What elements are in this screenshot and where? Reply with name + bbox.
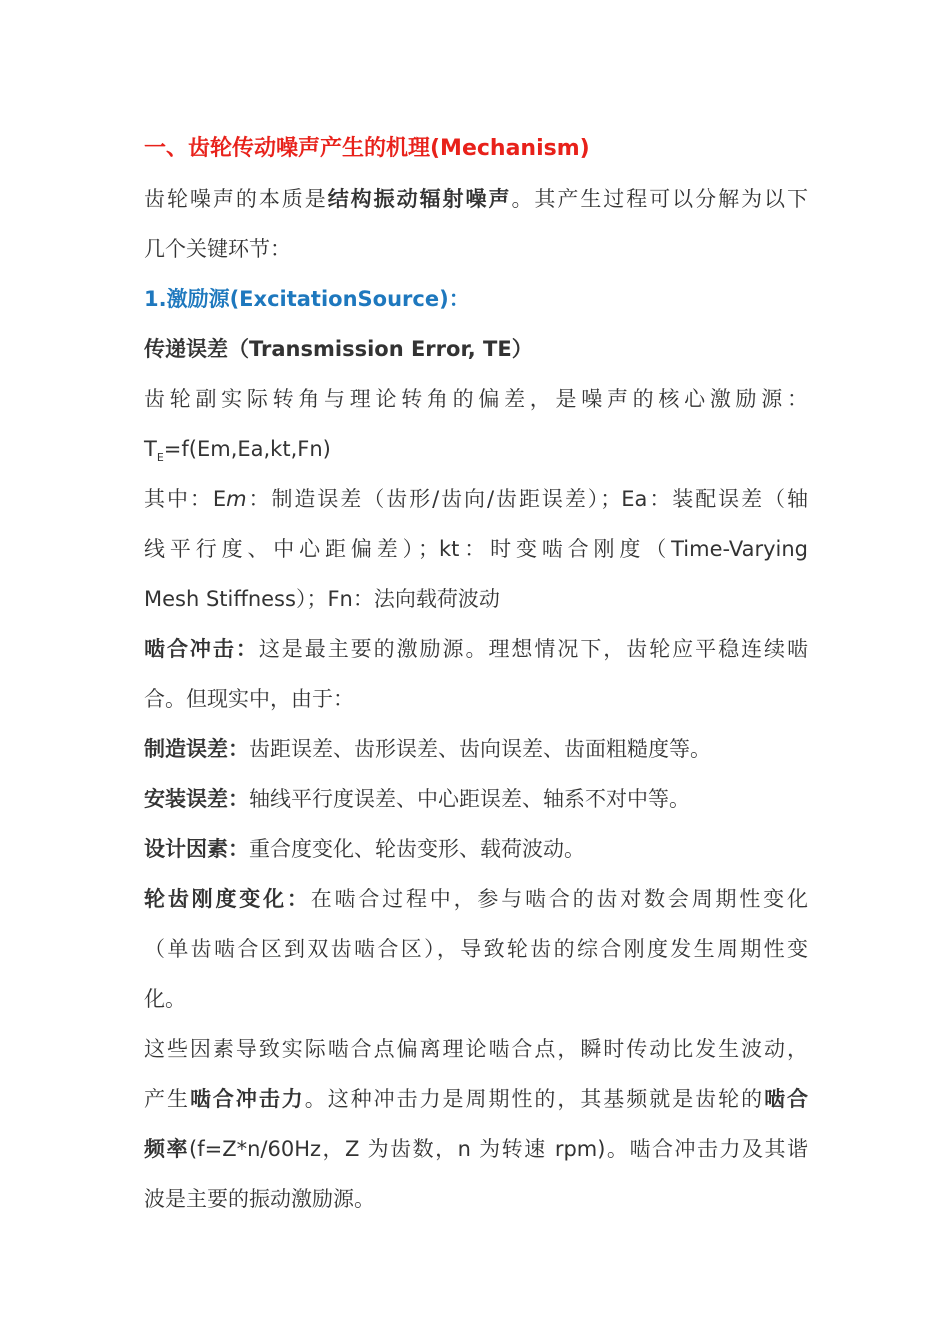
summary-line-1: 这些因素导致实际啮合点偏离理论啮合点，瞬时传动比发生波动， xyxy=(144,1037,808,1061)
formula-expression: =f(Em,Ea,kt,Fn) xyxy=(163,437,331,461)
formula-symbol: T xyxy=(144,437,157,461)
where-text-rest: ：制造误差（齿形/齿向/齿距误差）；Ea：装配误差（轴 xyxy=(246,487,808,511)
te-description: 齿轮副实际转角与理论转角的偏差，是噪声的核心激励源： xyxy=(144,387,808,411)
factor-text: 轴线平行度误差、中心距误差、轴系不对中等。 xyxy=(249,787,690,811)
intro-paragraph xyxy=(144,174,808,224)
where-line-2: 线平行度、中心距偏差）；kt：时变啮合刚度（Time-Varying xyxy=(144,537,808,561)
factor-item xyxy=(144,724,808,774)
stiffness-line-3: 化。 xyxy=(144,987,186,1011)
intro-text-end: 。其产生过程可以分解为以下 xyxy=(511,187,809,211)
intro-bold-term: 结构振动辐射噪声 xyxy=(327,187,512,211)
te-formula xyxy=(144,424,808,474)
where-line-3: Mesh Stiffness）；Fn：法向载荷波动 xyxy=(144,587,500,611)
stiffness-text: 在啮合过程中，参与啮合的齿对数会周期性变化 xyxy=(310,887,808,911)
summary-bold-freq: 频率 xyxy=(144,1137,190,1161)
summary-bold-term: 啮合冲击力 xyxy=(189,1087,305,1111)
where-line-1 xyxy=(144,474,808,524)
factor-text: 重合度变化、轮齿变形、载荷波动。 xyxy=(249,837,585,861)
subsection-title: 1.激励源(ExcitationSource)： xyxy=(144,287,470,311)
factor-item xyxy=(144,774,808,824)
te-title-close: ） xyxy=(511,337,533,361)
document-content xyxy=(144,124,808,1224)
intro-text: 齿轮噪声的本质是 xyxy=(144,187,328,211)
te-title xyxy=(144,324,808,374)
impact-label: 啮合冲击： xyxy=(144,637,259,661)
factor-label: 设计因素： xyxy=(144,837,249,861)
summary-line-4: 波是主要的振动激励源。 xyxy=(144,1187,375,1211)
summary-bold-term-2: 啮合 xyxy=(764,1087,809,1111)
section-heading: 一、齿轮传动噪声产生的机理(Mechanism) xyxy=(144,136,590,161)
summary-line-3 xyxy=(144,1124,808,1174)
formula-subscript: E xyxy=(156,451,164,464)
factor-text: 齿距误差、齿形误差、齿向误差、齿面粗糙度等。 xyxy=(249,737,711,761)
factor-item xyxy=(144,824,808,874)
stiffness-line-2: （单齿啮合区到双齿啮合区），导致轮齿的综合刚度发生周期性变 xyxy=(144,937,808,961)
intro-line-2: 几个关键环节： xyxy=(144,237,291,261)
where-italic-m: m xyxy=(226,487,247,511)
impact-text: 这是最主要的激励源。理想情况下，齿轮应平稳连续啮 xyxy=(258,637,809,661)
stiffness-line-1 xyxy=(144,874,808,924)
summary-text-mid: 。这种冲击力是周期性的，其基频就是齿轮的 xyxy=(304,1087,765,1111)
summary-text: 产生 xyxy=(144,1087,190,1111)
impact-line-1 xyxy=(144,624,808,674)
impact-line-2: 合。但现实中，由于： xyxy=(144,687,354,711)
summary-line-2 xyxy=(144,1074,808,1124)
factor-label: 安装误差： xyxy=(144,787,249,811)
where-text: 其中：E xyxy=(144,487,227,511)
te-title-en: Transmission Error, TE xyxy=(249,337,512,361)
te-title-cn: 传递误差（ xyxy=(144,337,249,361)
stiffness-label: 轮齿刚度变化： xyxy=(144,887,311,911)
factor-label: 制造误差： xyxy=(144,737,249,761)
summary-formula-text: (f=Z*n/60Hz，Z 为齿数，n 为转速 rpm)。啮合冲击力及其谐 xyxy=(189,1137,808,1161)
